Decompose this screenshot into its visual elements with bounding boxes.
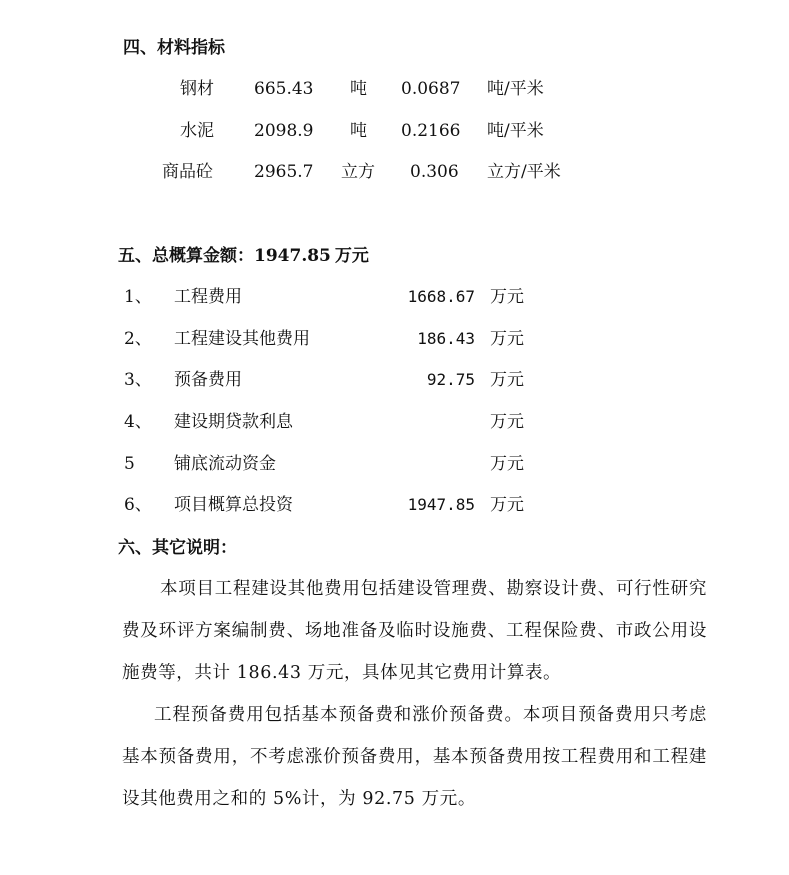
material-unit: 吨 [350, 79, 367, 99]
material-ratio-unit: 吨/平米 [487, 121, 544, 141]
budget-num: 3、 [124, 370, 152, 390]
material-name: 商品砼 [162, 162, 213, 182]
budget-amount: 1668.67 [407, 287, 475, 306]
material-qty: 2098.9 [254, 121, 314, 141]
budget-label: 工程费用 [174, 287, 242, 307]
budget-amount: 1947.85 [407, 495, 475, 514]
budget-num: 6、 [124, 495, 152, 515]
section-5-heading [118, 245, 369, 267]
section-5-total-unit: 万元 [334, 246, 369, 266]
material-name: 钢材 [180, 79, 214, 99]
budget-unit: 万元 [490, 412, 524, 432]
budget-amount: 186.43 [417, 329, 475, 348]
budget-unit: 万元 [490, 454, 524, 474]
section-5-total: 1947.85 [254, 246, 331, 266]
budget-label: 预备费用 [174, 370, 242, 390]
note-paragraph-1: 本项目工程建设其他费用包括建设管理费、勘察设计费、可行性研究费及环评方案编制费、场地准备及临时设施费、工程保险费、市政公用设施费等，共计 186.43 万元，具体见其它费用计算表。 [122, 579, 707, 683]
material-ratio: 0.2166 [401, 121, 461, 141]
budget-label: 项目概算总投资 [174, 495, 293, 515]
budget-label: 建设期贷款利息 [174, 412, 293, 432]
note-paragraph-2: 工程预备费用包括基本预备费和涨价预备费。本项目预备费用只考虑基本预备费用，不考虑涨价预备费用，基本预备费用按工程费用和工程建设其他费用之和的 5%计，为 92.75 万元。 [122, 705, 707, 809]
material-ratio-unit: 立方/平米 [487, 162, 561, 182]
budget-num: 1、 [124, 287, 152, 307]
budget-label: 工程建设其他费用 [174, 329, 310, 349]
section-6-heading: 六、其它说明： [118, 538, 237, 558]
material-qty: 665.43 [254, 79, 314, 99]
material-ratio: 0.0687 [401, 79, 461, 99]
material-name: 水泥 [180, 121, 214, 141]
budget-unit: 万元 [490, 287, 524, 307]
budget-num: 5 [124, 454, 135, 474]
budget-num: 4、 [124, 412, 152, 432]
budget-label: 铺底流动资金 [174, 454, 276, 474]
material-unit: 立方 [341, 162, 375, 182]
material-unit: 吨 [350, 121, 367, 141]
material-qty: 2965.7 [254, 162, 314, 182]
material-ratio-unit: 吨/平米 [487, 79, 544, 99]
budget-unit: 万元 [490, 370, 524, 390]
budget-num: 2、 [124, 329, 152, 349]
budget-unit: 万元 [490, 495, 524, 515]
material-ratio: 0.306 [410, 162, 459, 182]
section-5-heading-label: 五、总概算金额： [118, 246, 254, 266]
budget-unit: 万元 [490, 329, 524, 349]
section-4-heading: 四、材料指标 [123, 38, 225, 58]
budget-amount: 92.75 [426, 370, 475, 389]
